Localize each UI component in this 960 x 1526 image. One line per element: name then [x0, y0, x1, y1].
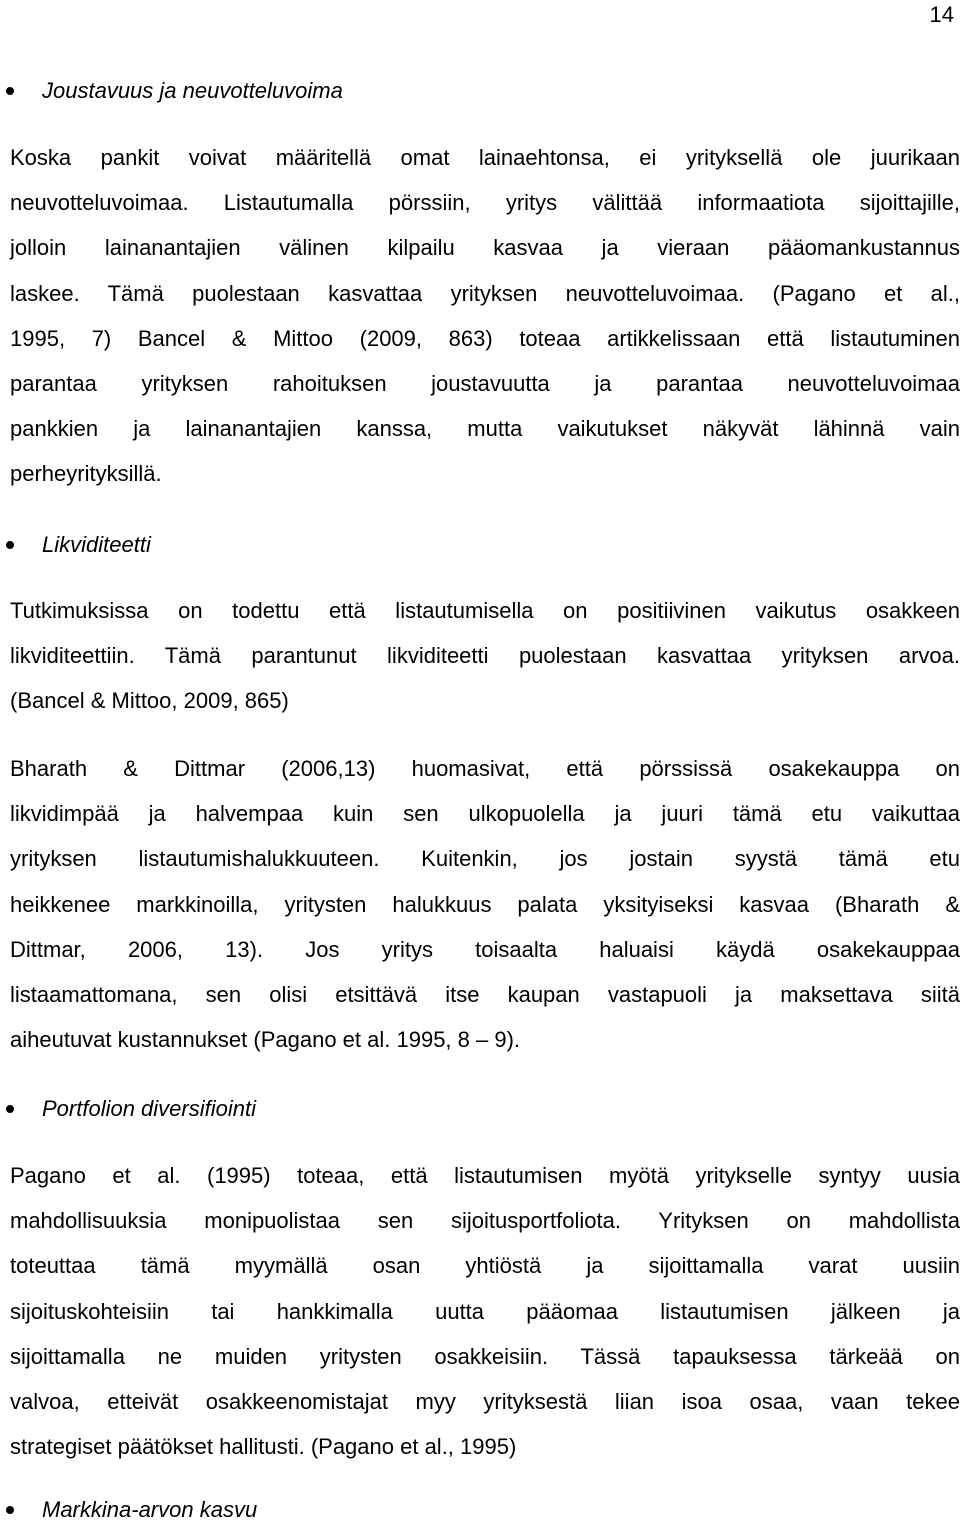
paragraph-line: parantaa yrityksen rahoituksen joustavuutta ja parantaa neuvotteluvoimaa: [10, 370, 960, 396]
paragraph-line: Pagano et al. (1995) toteaa, että listautumisen myötä yritykselle syntyy uusia: [10, 1163, 960, 1188]
section-heading-likviditeetti: [0, 529, 960, 561]
paragraph-joustavuus: [10, 142, 960, 504]
paragraph-line: 1995, 7) Bancel & Mittoo (2009, 863) toteaa artikkelissaan että listautuminen: [10, 325, 960, 351]
paragraph-line: sijoituskohteisiin tai hankkimalla uutta pääomaa listautumisen jälkeen ja: [10, 1298, 960, 1324]
section-heading-markkina-arvo: [0, 1494, 960, 1526]
paragraph-line: jolloin lainanantajien välinen kilpailu kasvaa ja vieraan pääomankustannus: [10, 235, 960, 261]
section-heading-joustavuus: [0, 75, 960, 107]
paragraph-line: aiheutuvat kustannukset (Pagano et al. 1995, 8 – 9).: [10, 1027, 521, 1053]
paragraph-line: mahdollisuuksia monipuolistaa sen sijoitusportfoliota. Yrityksen on mahdollista: [10, 1208, 960, 1234]
paragraph-line: perheyrityksillä.: [10, 461, 162, 487]
bullet-icon: [6, 541, 14, 549]
section-heading-text: Likviditeetti: [42, 532, 151, 557]
paragraph-line: listaamattomana, sen olisi etsittävä itse kaupan vastapuoli ja maksettava siitä: [10, 981, 960, 1007]
paragraph-line: Koska pankit voivat määritellä omat lainaehtonsa, ei yrityksellä ole juurikaan: [10, 145, 960, 170]
page-number: 14: [929, 2, 954, 27]
paragraph-portfolio: [10, 1160, 960, 1476]
bullet-icon: [6, 1105, 14, 1113]
paragraph-line: (Bancel & Mittoo, 2009, 865): [10, 688, 289, 714]
paragraph-likviditeetti-2: [10, 753, 960, 1069]
paragraph-line: likvidimpää ja halvempaa kuin sen ulkopuolella ja juuri tämä etu vaikuttaa: [10, 801, 960, 827]
paragraph-line: strategiset päätökset hallitusti. (Pagano et al., 1995): [10, 1434, 517, 1460]
paragraph-line: Bharath & Dittmar (2006,13) huomasivat, että pörssissä osakekauppa on: [10, 756, 960, 781]
section-heading-portfolio: [0, 1093, 960, 1125]
section-heading-text: Joustavuus ja neuvotteluvoima: [42, 78, 343, 103]
paragraph-likviditeetti-1: [10, 595, 960, 731]
paragraph-line: toteuttaa tämä myymällä osan yhtiöstä ja sijoittamalla varat uusiin: [10, 1253, 960, 1279]
paragraph-line: yrityksen listautumishalukkuuteen. Kuitenkin, jos jostain syystä tämä etu: [10, 846, 960, 872]
paragraph-line: valvoa, etteivät osakkeenomistajat myy yrityksestä liian isoa osaa, vaan tekee: [10, 1388, 960, 1414]
paragraph-line: Dittmar, 2006, 13). Jos yritys toisaalta haluaisi käydä osakekauppaa: [10, 936, 960, 962]
paragraph-line: sijoittamalla ne muiden yritysten osakkeisiin. Tässä tapauksessa tärkeää on: [10, 1343, 960, 1369]
bullet-icon: [6, 1506, 14, 1514]
paragraph-line: neuvotteluvoimaa. Listautumalla pörssiin, yritys välittää informaatiota sijoittajille,: [10, 190, 960, 216]
section-heading-text: Markkina-arvon kasvu: [42, 1497, 258, 1522]
paragraph-line: heikkenee markkinoilla, yritysten halukkuus palata yksityiseksi kasvaa (Bharath &: [10, 891, 960, 917]
paragraph-line: likviditeettiin. Tämä parantunut likviditeetti puolestaan kasvattaa yrityksen arvoa.: [10, 643, 960, 669]
bullet-icon: [6, 87, 14, 95]
paragraph-line: pankkien ja lainanantajien kanssa, mutta vaikutukset näkyvät lähinnä vain: [10, 416, 960, 442]
paragraph-line: Tutkimuksissa on todettu että listautumisella on positiivinen vaikutus osakkeen: [10, 598, 960, 623]
section-heading-text: Portfolion diversifiointi: [42, 1096, 256, 1121]
paragraph-line: laskee. Tämä puolestaan kasvattaa yrityksen neuvotteluvoimaa. (Pagano et al.,: [10, 280, 960, 306]
